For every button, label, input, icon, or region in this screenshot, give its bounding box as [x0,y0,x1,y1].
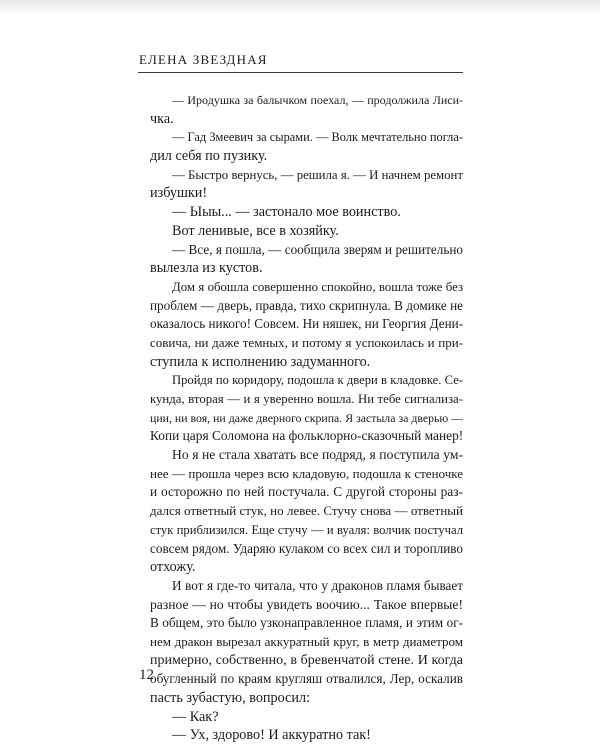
body-text [150,91,463,745]
text-line: оказалось никого! Совсем. Ни няшек, ни Георгия Дени- [150,316,464,332]
text-line: ции, ни воя, ни даже дверного скрипа. Я застыла за дверью — [150,410,463,425]
text-line: совича, ни даже темных, и потому я успокоилась и при- [150,334,463,350]
text-line: — Ух, здорово! И аккуратно так! [172,727,371,744]
text-line: Пройдя по коридору, подошла к двери в кладовке. Се- [172,373,463,388]
text-line: — Все, я пошла, — сообщила зверям и решительно [172,241,463,257]
text-line: пасть зубастую, вопросил: [150,690,310,706]
text-line: и осторожно по ней постучала. С другой стороны раз- [150,484,463,500]
text-line: И вот я где-то читала, что у драконов пламя бывает [172,577,463,593]
text-line: нее — прошла через всю кладовую, подошла к стеночке [150,465,463,481]
text-line: — Быстро вернусь, — решила я. — И начнем ремонт [172,167,463,182]
text-line: — Иродушка за балычком поехал, — продолжила Лиси- [172,93,463,107]
text-line: Дом я обошла совершенно спокойно, вошла тоже без [172,279,463,294]
text-line: разное — но чтобы увидеть воочию... Такое впервые! [150,596,463,612]
text-line: дил себя по пузику. [150,148,268,165]
text-line: стук приблизился. Еще стучу — и вуаля: волчик постучал [150,522,463,537]
page-number: 12 [139,667,154,683]
text-line: Но я не стала хватать все подряд, я поступила ум- [172,447,463,463]
running-head: ЕЛЕНА ЗВЕЗДНАЯ [139,52,268,67]
text-line: чка. [150,110,174,127]
text-line: проблем — дверь, правда, тихо скрипнула. В домике не [150,297,463,313]
text-line: примерно, собственно, в бревенчатой стене. И когда [150,652,463,668]
text-line: — Гад Змеевич за сырами. — Волк мечтательно погла- [172,130,463,145]
text-line: вылезла из кустов. [150,260,263,277]
text-line: — Ыыы... — застонало мое воинство. [172,204,401,221]
text-line: В общем, это было узконаправленное пламя, и этим ог- [150,615,463,631]
text-line: совсем рядом. Ударяю кулаком со всех сил и торопливо [150,540,463,556]
text-line: Копи царя Соломона на фольклорно-сказочный манер! [150,428,464,444]
text-line: Вот ленивые, все в хозяйку. [172,222,339,239]
text-line: отхожу. [150,559,196,576]
text-line: ступила к исполнению задуманного. [150,353,371,370]
text-line: обугленный по краям кругляш отвалился, Лер, оскалив [150,671,463,687]
text-line: — Как? [172,708,219,725]
header-rule [138,72,463,73]
text-line: кунда, вторая — и я уверенно вошла. Ни тебе сигнализа- [150,392,463,406]
text-line: нем дракон вырезал аккуратный круг, в метр диаметром [150,633,463,649]
text-line: дался ответный стук, но левее. Стучу снова — ответный [150,503,463,519]
text-line: избушки! [150,185,208,202]
scan-edge [0,0,600,14]
